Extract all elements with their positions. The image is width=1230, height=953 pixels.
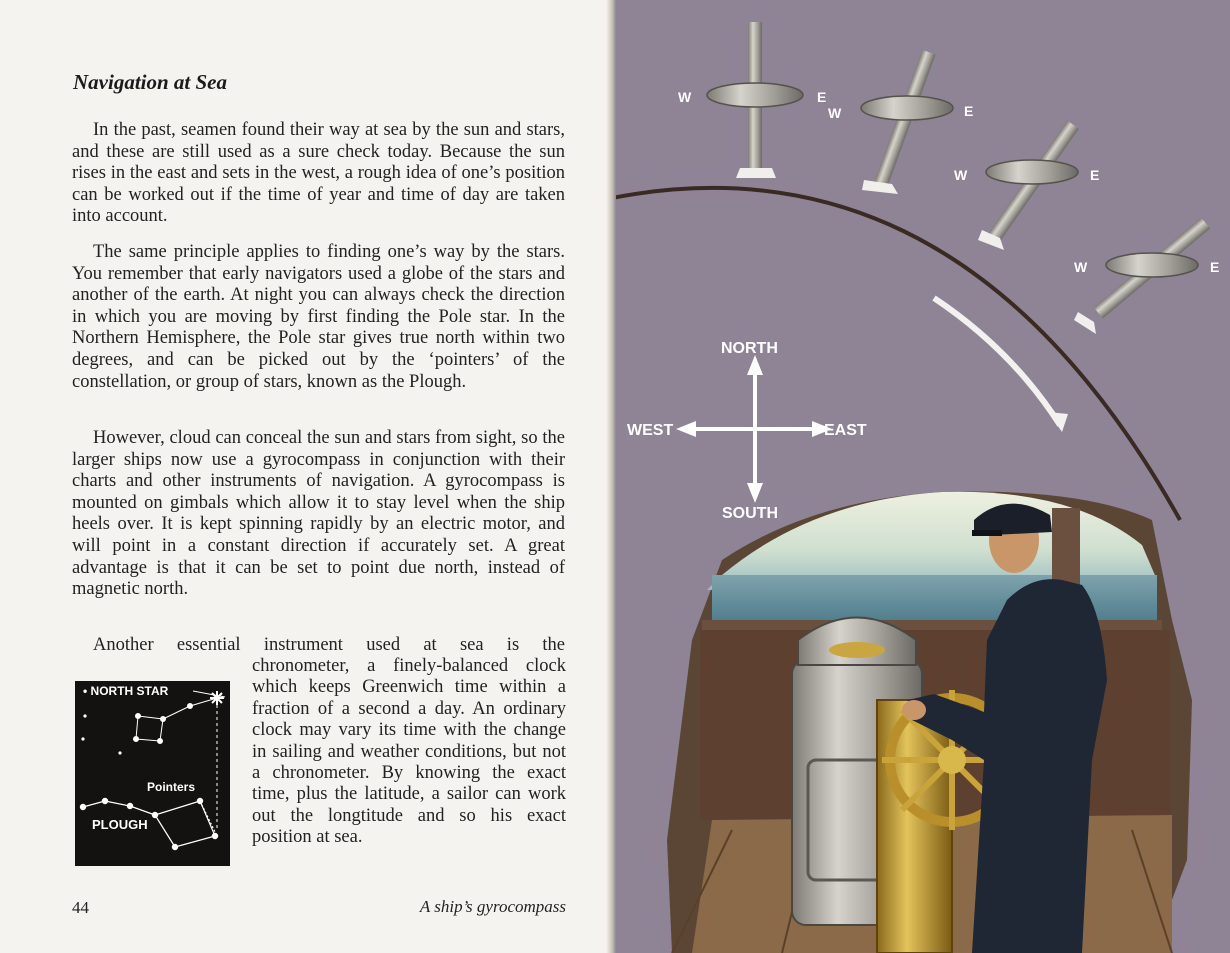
gyro-1 — [678, 22, 826, 178]
sun-path-arc — [612, 188, 1180, 520]
left-page — [0, 0, 612, 953]
gyrocompass-illustration — [612, 0, 1230, 953]
gyro-1-e-label: E — [817, 89, 827, 105]
plough-label: PLOUGH — [92, 817, 148, 832]
gyro-4 — [1074, 218, 1219, 334]
direction-arrow — [934, 298, 1060, 425]
paragraph-4-first-line: Another essential instrument used at sea is the — [93, 635, 565, 655]
gyro-3 — [954, 121, 1099, 250]
gyro-4-w-label: W — [1074, 259, 1088, 275]
gyro-1-w-label: W — [678, 89, 692, 105]
star-diagram — [75, 681, 230, 866]
gyro-2 — [828, 50, 973, 194]
gyro-3-w-label: W — [954, 167, 968, 183]
right-page-illustration — [612, 0, 1230, 953]
pointers-label: Pointers — [147, 780, 196, 794]
gyro-4-e-label: E — [1210, 259, 1220, 275]
page-number: 44 — [72, 898, 89, 917]
compass-east-label: EAST — [824, 422, 867, 439]
paragraph-4-continued: chronometer, a finely-balanced clock which keeps Greenwich time within a fraction of a second a day. An ordinary clock may vary its time with the change in sailing and weather conditions, but not a chronometer. By knowing the exact time, plus the latitude, a sailor can work out the longtitude and so his exact position at sea. — [252, 656, 566, 848]
gyro-2-w-label: W — [828, 105, 842, 121]
compass-rose — [676, 355, 832, 503]
gyro-3-e-label: E — [1090, 167, 1100, 183]
paragraph-2: The same principle applies to finding one’s way by the stars. You remember that early navigators used a globe of the stars and another of the earth. At night you can always check the direction in which you are moving by first finding the Pole star. In the Northern Hemisphere, the Pole star gives true north within two degrees, and can be picked out by the ‘pointers’ of the constellation, or group of stars, known as the Plough. — [72, 242, 565, 392]
direction-arrowhead — [1048, 412, 1068, 432]
page-title: Navigation at Sea — [73, 70, 228, 94]
paragraph-3: However, cloud can conceal the sun and stars from sight, so the larger ships now use a gyrocompass in conjunction with their charts and other instruments of navigation. A gyrocompass is mounted on gimbals which allow it to stay level when the ship heels over. It is kept spinning rapidly by an electric motor, and will point in a constant direction if accurately set. A great advantage is that it can be set to point due north, instead of magnetic north. — [72, 428, 565, 600]
gyro-2-e-label: E — [964, 103, 974, 119]
background-stars — [81, 714, 121, 754]
paragraph-1: In the past, seamen found their way at sea by the sun and stars, and these are still used as a sure check today. Because the sun rises in the east and sets in the west, a rough idea of one’s position can be worked out if the time of year and time of day are taken into account. — [72, 120, 565, 227]
illustration-caption: A ship’s gyrocompass — [419, 897, 566, 916]
book-gutter — [606, 0, 616, 953]
compass-west-label: WEST — [627, 422, 674, 439]
little-bear-stars — [134, 698, 218, 744]
plough-constellation-diagram — [75, 681, 230, 866]
north-star-label: • NORTH STAR — [83, 684, 169, 698]
compass-north-label: NORTH — [721, 340, 778, 357]
compass-south-label: SOUTH — [722, 505, 778, 522]
